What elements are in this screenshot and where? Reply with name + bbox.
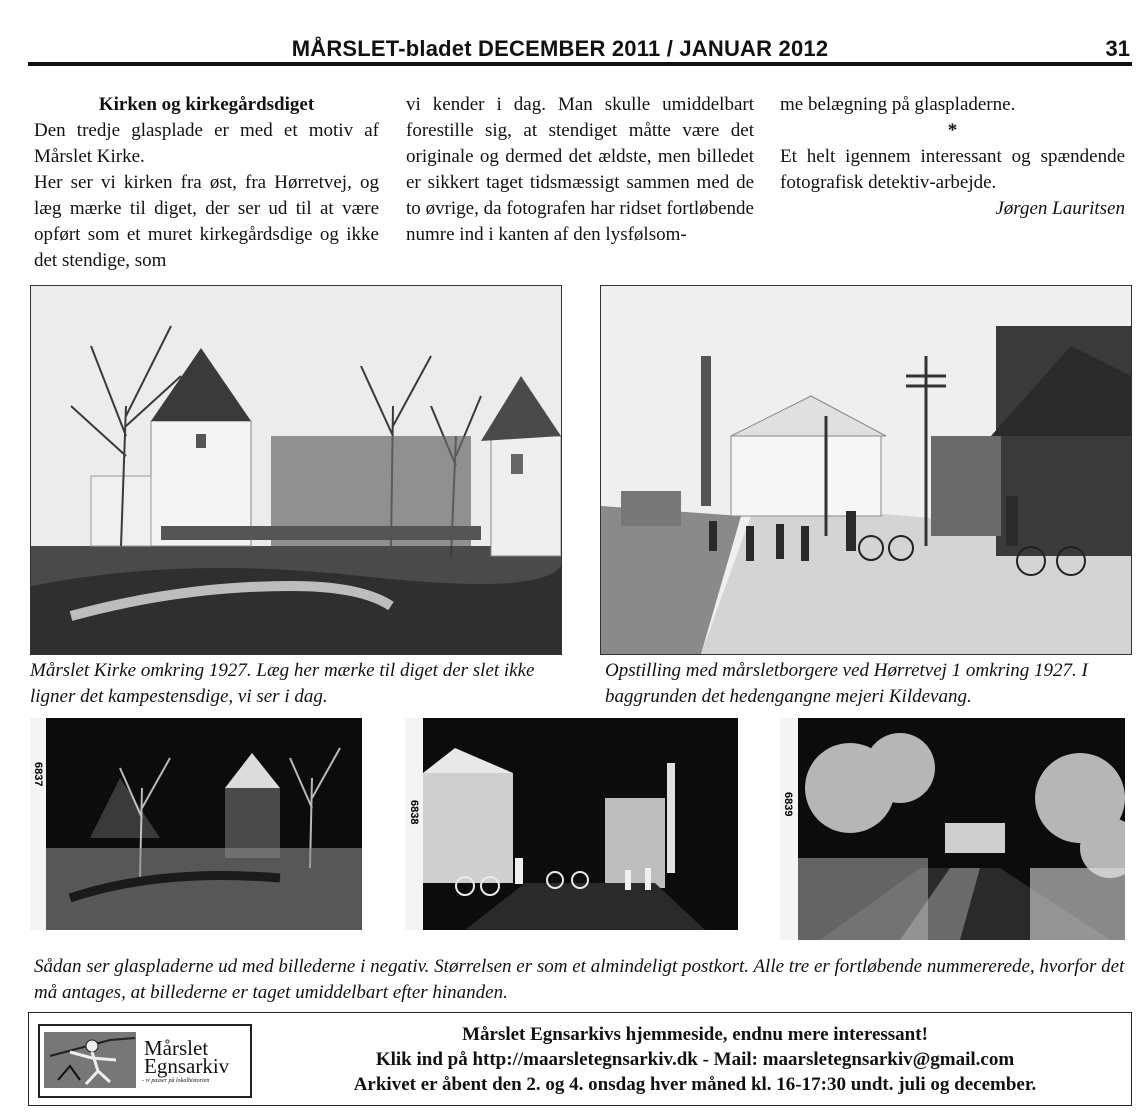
section-separator: *: [947, 120, 958, 141]
article-paragraph-4: me belægning på glaspladerne.: [780, 94, 1016, 115]
header-rule: [28, 62, 1132, 66]
logo-tagline: - vi passer på lokalhistorien: [142, 1078, 210, 1084]
article-column-1: [34, 92, 379, 274]
article-paragraph-2: Her ser vi kirken fra øst, fra Hørretvej, og læg mærke til diget, der ser ud til at være opført som et muret kirkegårdsdige og ikke det stendige, som: [34, 172, 379, 271]
negative-plate-2: [405, 718, 738, 930]
page-number: 31: [1105, 36, 1130, 61]
negative-plate-1: [30, 718, 362, 930]
negatives-caption: Sådan ser glaspladerne ud med billederne i negativ. Størrelsen er som et almindeligt postkort. Alle tre er fortløbende nummererede, hvorfor det må antages, at billederne er taget umiddelbart efter hinanden.: [34, 956, 1125, 1003]
article-column-3: [780, 92, 1125, 222]
footer-line-2: Klik ind på http://maarsletegnsarkiv.dk - Mail: maarsletegnsarkiv@gmail.com: [375, 1049, 1015, 1070]
negative-number-3: 6839: [782, 792, 794, 817]
negative-number-1: 6837: [32, 762, 44, 787]
article-paragraph-5: Et helt igennem interessant og spændende fotografisk detektiv-arbejde.: [780, 146, 1125, 193]
article-heading: Kirken og kirkegårdsdiget: [98, 94, 315, 115]
street-photo: [600, 285, 1132, 655]
negative-plate-3: [780, 718, 1125, 940]
article-paragraph-3: vi kender i dag. Man skulle umiddelbart forestille sig, at stendiget måtte være det originale og dermed det ældste, men billedet er sikkert taget tidsmæssigt sammen med de to øvrige, da fotografen har ridset fortløbende numre ind i kanten af den lysfølsom-: [406, 94, 754, 245]
article-column-2: [406, 92, 754, 248]
logo-text-line-2: Egnsarkiv: [144, 1054, 230, 1078]
article-paragraph-1: Den tredje glasplade er med et motiv af Mårslet Kirke.: [34, 120, 379, 167]
church-photo-caption: Mårslet Kirke omkring 1927. Læg her mærke til diget der slet ikke ligner det kampestensdige, vi ser i dag.: [30, 660, 535, 707]
negative-number-2: 6838: [408, 800, 420, 825]
footer-line-1: Mårslet Egnsarkivs hjemmeside, endnu mere interessant!: [462, 1024, 928, 1045]
street-photo-caption: Opstilling med mårsletborgere ved Hørretvej 1 omkring 1927. I baggrunden det hedengangne mejeri Kildevang.: [605, 660, 1088, 707]
logo-text-line-1: Mårslet: [144, 1036, 209, 1060]
footer-line-3: Arkivet er åbent den 2. og 4. onsdag hver måned kl. 16-17:30 undt. juli og december.: [353, 1074, 1037, 1095]
church-photo: [30, 285, 562, 655]
author-signature: Jørgen Lauritsen: [995, 198, 1125, 219]
page-header-title: MÅRSLET-bladet DECEMBER 2011 / JANUAR 2012: [291, 36, 829, 61]
